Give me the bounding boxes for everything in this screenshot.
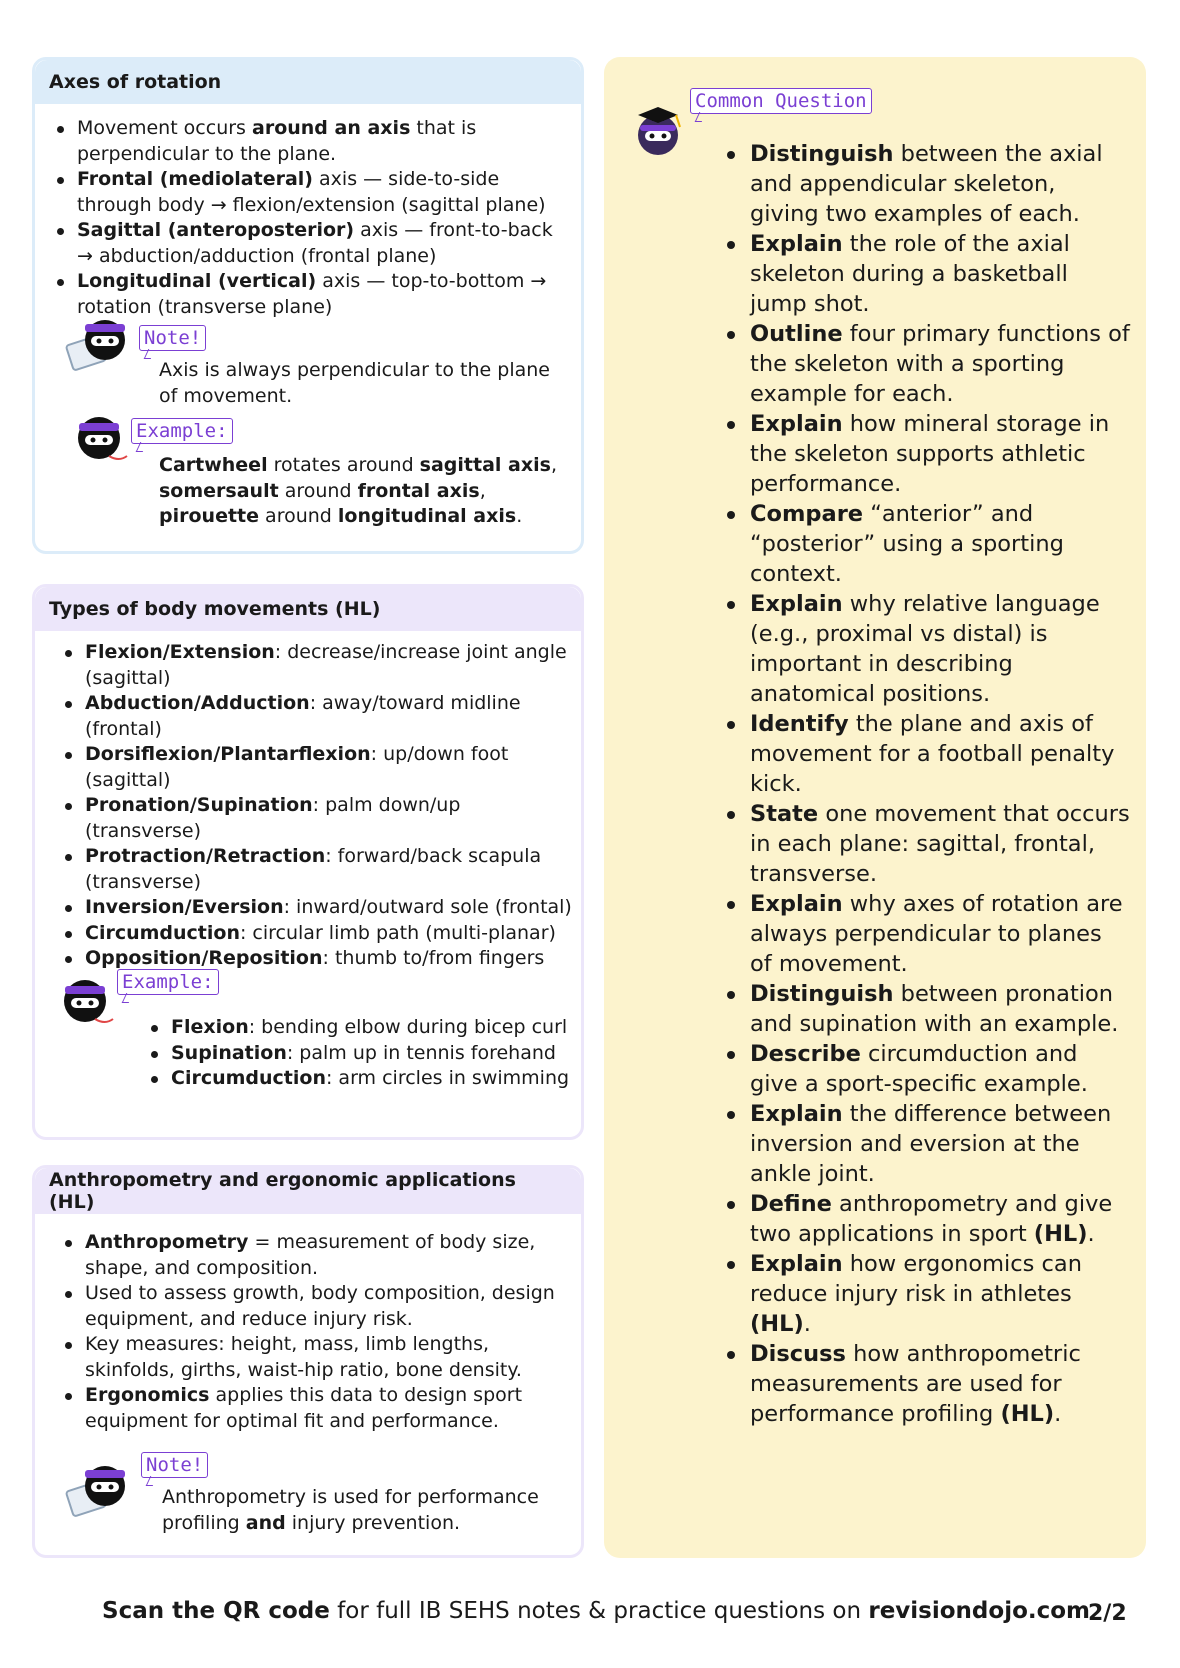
list-item: Opposition/Reposition: thumb to/from fingers <box>55 946 575 972</box>
list-item: Movement occurs around an axis that is perpendicular to the plane. <box>47 116 567 167</box>
list-item: Abduction/Adduction: away/toward midline (frontal) <box>55 691 575 742</box>
list-item: Explain why relative language (e.g., proximal vs distal) is important in describing anatomical positions. <box>720 589 1130 709</box>
list-item: Explain the role of the axial skeleton during a basketball jump shot. <box>720 229 1130 319</box>
list-item: Longitudinal (vertical) axis — top-to-bottom → rotation (transverse plane) <box>47 269 567 320</box>
ninja-mascot-icon <box>55 975 119 1035</box>
common-question-section <box>604 57 1146 1558</box>
list-item: Describe circumduction and give a sport-specific example. <box>720 1039 1130 1099</box>
common-question-tag: Common Question <box>690 88 872 114</box>
list-item: Flexion/Extension: decrease/increase joint angle (sagittal) <box>55 640 575 691</box>
axes-section <box>32 57 584 554</box>
anthropometry-section <box>32 1165 584 1558</box>
list-item: Sagittal (anteroposterior) axis — front-to-back → abduction/adduction (frontal plane) <box>47 218 567 269</box>
list-item: Used to assess growth, body composition, design equipment, and reduce injury risk. <box>55 1281 577 1332</box>
page-number: 2/2 <box>1088 1601 1127 1626</box>
list-item: Protraction/Retraction: forward/back scapula (transverse) <box>55 844 575 895</box>
footer-text: Scan the QR code for full IB SEHS notes & practice questions on revisiondojo.com <box>102 1598 1091 1624</box>
list-item: Anthropometry = measurement of body size, shape, and composition. <box>55 1230 577 1281</box>
movements-list <box>55 640 575 972</box>
example-tag: Example: <box>117 969 219 995</box>
list-item: Outline four primary functions of the skeleton with a sporting example for each. <box>720 319 1130 409</box>
list-item: Circumduction: arm circles in swimming <box>141 1066 571 1092</box>
list-item: Explain how ergonomics can reduce injury risk in athletes (HL). <box>720 1249 1130 1339</box>
list-item: Distinguish between the axial and appendicular skeleton, giving two examples of each. <box>720 139 1130 229</box>
list-item: Explain why axes of rotation are always perpendicular to planes of movement. <box>720 889 1130 979</box>
list-item: Explain the difference between inversion and eversion at the ankle joint. <box>720 1099 1130 1189</box>
ninja-mascot-icon <box>69 412 133 472</box>
movements-title: Types of body movements (HL) <box>35 587 581 631</box>
list-item: Flexion: bending elbow during bicep curl <box>141 1015 571 1041</box>
list-item: Inversion/Eversion: inward/outward sole (frontal) <box>55 895 575 921</box>
movements-example-list <box>141 1015 571 1092</box>
anthropometry-list <box>55 1230 577 1434</box>
movements-section <box>32 584 584 1140</box>
ninja-mascot-tablet-icon <box>65 1460 133 1526</box>
example-text: Cartwheel rotates around sagittal axis, somersault around frontal axis, pirouette around longitudinal axis. <box>159 454 557 527</box>
list-item: Compare “anterior” and “posterior” using a sporting context. <box>720 499 1130 589</box>
ninja-graduate-mascot-icon <box>628 99 690 165</box>
list-item: Identify the plane and axis of movement for a football penalty kick. <box>720 709 1130 799</box>
list-item: Frontal (mediolateral) axis — side-to-side through body → flexion/extension (sagittal plane) <box>47 167 567 218</box>
list-item: Ergonomics applies this data to design sport equipment for optimal fit and performance. <box>55 1383 577 1434</box>
axes-title: Axes of rotation <box>35 60 581 104</box>
list-item: Circumduction: circular limb path (multi-planar) <box>55 921 575 947</box>
list-item: Key measures: height, mass, limb lengths, skinfolds, girths, waist-hip ratio, bone density. <box>55 1332 577 1383</box>
list-item: Distinguish between pronation and supination with an example. <box>720 979 1130 1039</box>
note-tag: Note! <box>141 1452 208 1478</box>
example-tag: Example: <box>131 418 233 444</box>
list-item: State one movement that occurs in each plane: sagittal, frontal, transverse. <box>720 799 1130 889</box>
anthropometry-title: Anthropometry and ergonomic applications (HL) <box>35 1168 581 1214</box>
common-question-list <box>720 139 1130 1429</box>
axes-list <box>47 116 567 320</box>
list-item: Explain how mineral storage in the skeleton supports athletic performance. <box>720 409 1130 499</box>
note-text: Anthropometry is used for performance profiling and injury prevention. <box>162 1486 539 1534</box>
list-item: Supination: palm up in tennis forehand <box>141 1041 571 1067</box>
list-item: Define anthropometry and give two applications in sport (HL). <box>720 1189 1130 1249</box>
note-tag: Note! <box>139 325 206 351</box>
ninja-mascot-tablet-icon <box>65 314 133 380</box>
list-item: Discuss how anthropometric measurements are used for performance profiling (HL). <box>720 1339 1130 1429</box>
note-text: Axis is always perpendicular to the plane of movement. <box>159 359 550 407</box>
list-item: Dorsiflexion/Plantarflexion: up/down foot (sagittal) <box>55 742 575 793</box>
list-item: Pronation/Supination: palm down/up (transverse) <box>55 793 575 844</box>
